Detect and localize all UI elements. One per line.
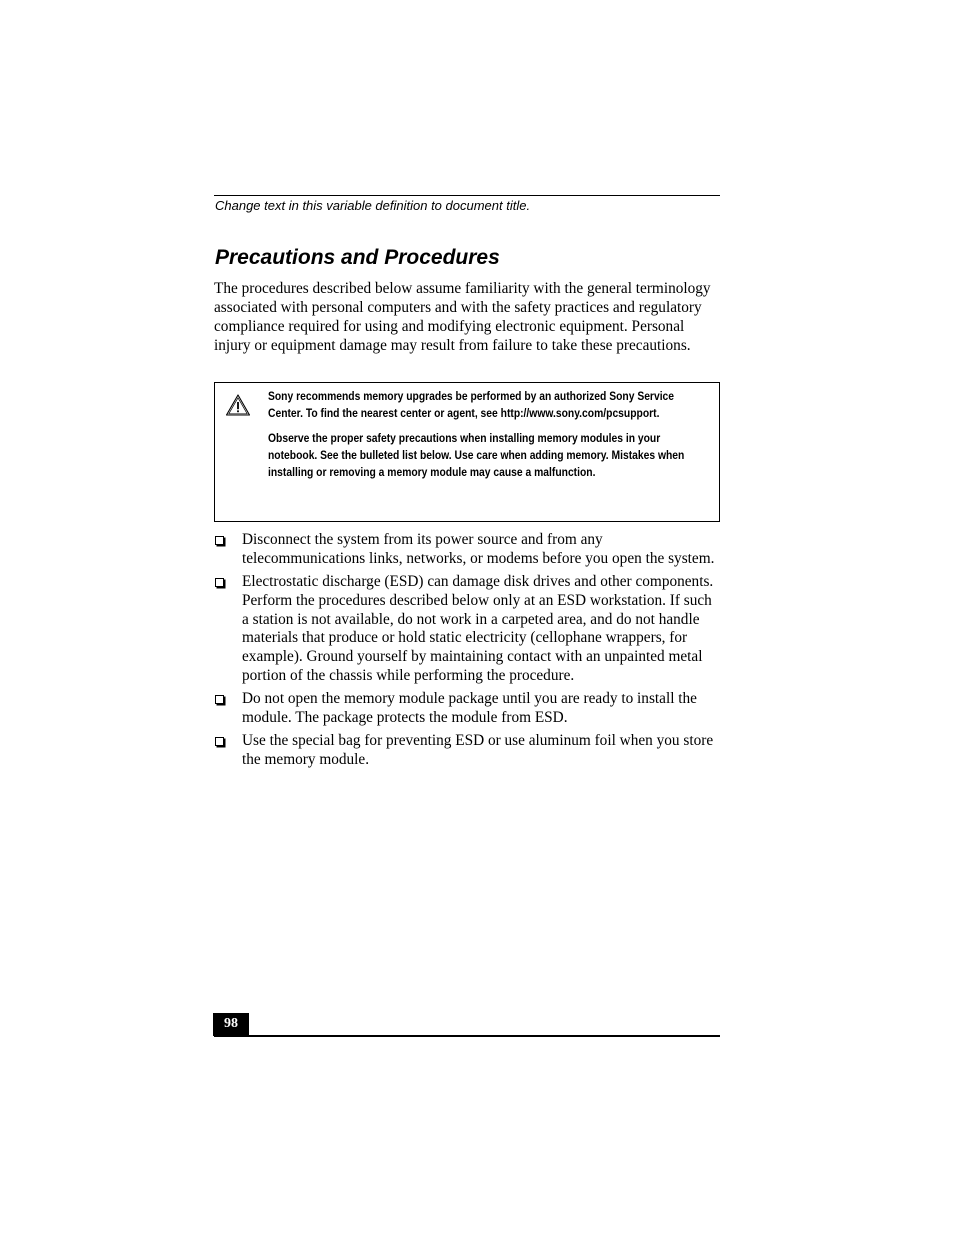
checkbox-bullet-icon <box>215 578 224 587</box>
running-header: Change text in this variable definition to document title. <box>215 198 531 213</box>
checkbox-bullet-icon <box>215 536 224 545</box>
caution-text <box>268 388 708 489</box>
caution-paragraph: Observe the proper safety precautions when installing memory modules in your notebook. See the bulleted list below. Use care when adding memory. Mistakes when installing or removing a memory module may cause a malfunction. <box>268 431 685 479</box>
caution-box <box>214 382 720 522</box>
list-item <box>214 732 720 770</box>
list-item <box>214 573 720 686</box>
list-item-text: Use the special bag for preventing ESD or use aluminum foil when you store the memory module. <box>242 732 714 769</box>
list-item-text: Disconnect the system from its power source and from any telecommunications links, networks, or modems before you open the system. <box>242 531 715 567</box>
warning-triangle-icon <box>225 393 251 417</box>
intro-paragraph: The procedures described below assume familiarity with the general terminology associated with personal computers and with the safety practices and regulatory compliance required for using and modifying electronic equipment. Personal injury or equipment damage may result from failure to take these precautions. <box>214 280 711 354</box>
header-rule <box>214 195 720 196</box>
list-item <box>214 531 720 569</box>
list-item-text: Electrostatic discharge (ESD) can damage disk drives and other components. Perform the procedures described below only at an ESD workstation. If such a station is not available, do not work in a carpeted area, and do not handle materials that produce or hold static electricity (cellophane wrappers, for example). Ground yourself by maintaining contact with an unpainted metal portion of the chassis while performing the procedure. <box>242 573 714 685</box>
caution-paragraph: Sony recommends memory upgrades be performed by an authorized Sony Service Center. To find the nearest center or agent, see http://www.sony.com/pcsupport. <box>268 389 675 420</box>
precautions-list <box>214 531 720 775</box>
checkbox-bullet-icon <box>215 737 224 746</box>
page-title: Precautions and Procedures <box>215 246 500 269</box>
list-item-text: Do not open the memory module package until you are ready to install the module. The package protects the module from ESD. <box>242 690 697 727</box>
checkbox-bullet-icon <box>215 695 224 704</box>
footer-rule <box>214 1035 720 1037</box>
list-item <box>214 690 720 728</box>
page-number: 98 <box>213 1013 249 1036</box>
